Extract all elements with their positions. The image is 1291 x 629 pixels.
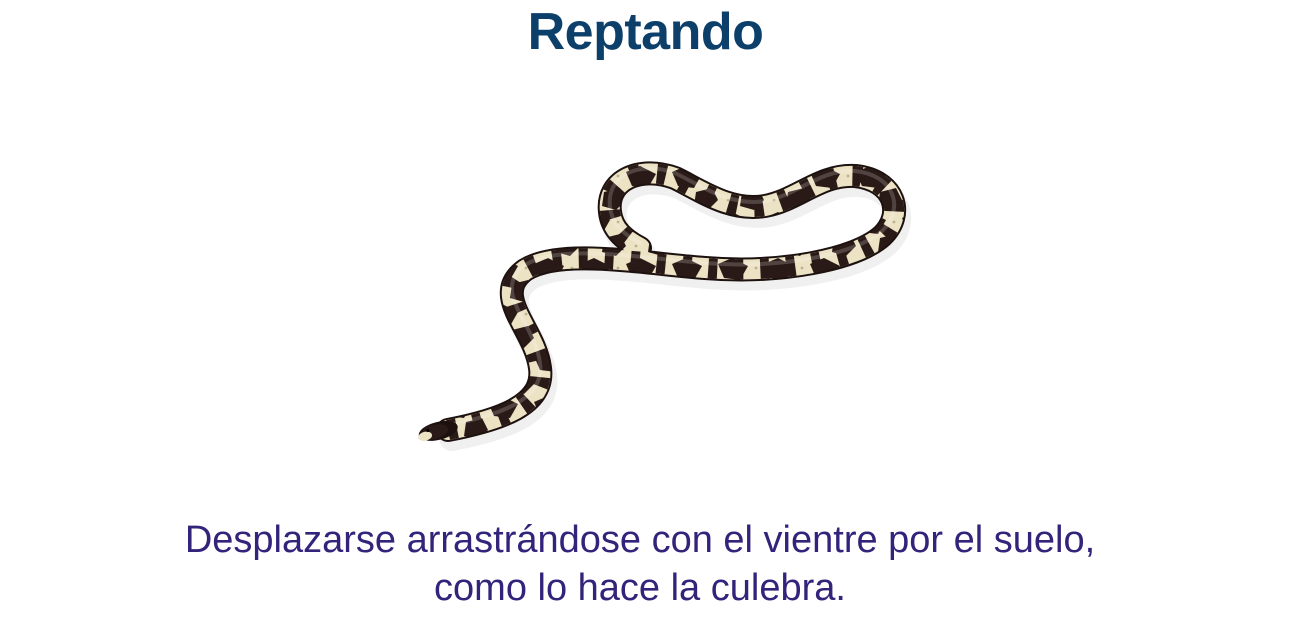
snake-image: [350, 120, 950, 490]
caption-text: Desplazarse arrastrándose con el vientre por el suelo, como lo hace la culebra.: [184, 519, 1096, 609]
page-title: Reptando: [527, 3, 764, 61]
snake-picture: [350, 120, 950, 490]
